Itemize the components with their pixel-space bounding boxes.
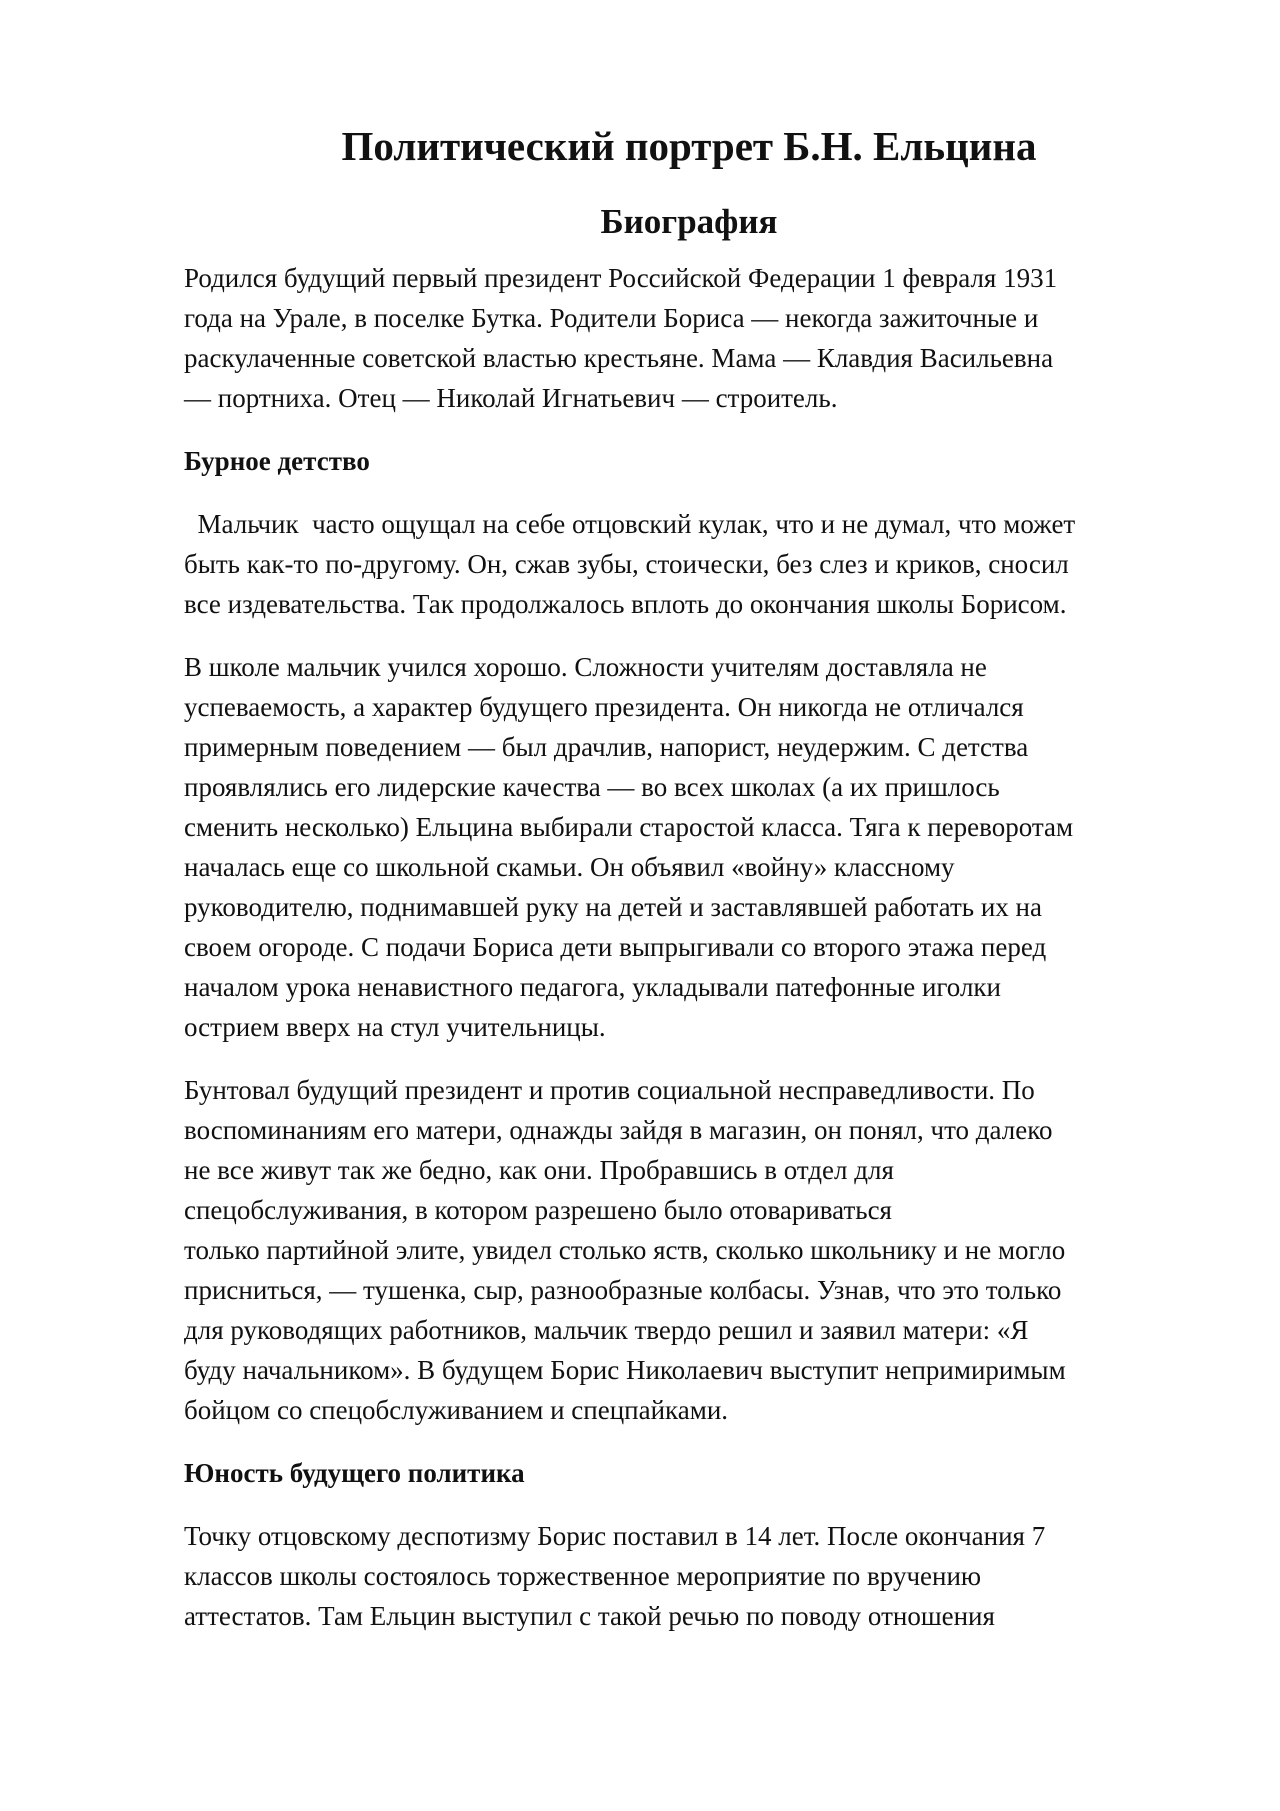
text-line: Бунтовал будущий президент и против социальной несправедливости. По <box>184 1075 1035 1105</box>
paragraph-birth <box>184 258 1194 418</box>
text-line: проявлялись его лидерские качества — во всех школах (а их пришлось <box>184 772 1000 802</box>
text-line: года на Урале, в поселке Бутка. Родители Бориса — некогда зажиточные и <box>184 303 1039 333</box>
paragraph-father <box>184 504 1194 624</box>
paragraph-school <box>184 647 1194 1047</box>
text-line: руководителю, поднимавшей руку на детей и заставлявшей работать их на <box>184 892 1042 922</box>
document-page <box>184 118 1194 1659</box>
text-line: Мальчик часто ощущал на себе отцовский кулак, что и не думал, что может <box>184 509 1076 539</box>
text-line: бойцом со спецобслуживанием и спецпайками. <box>184 1395 729 1425</box>
section-heading-youth: Юность будущего политика <box>184 1458 525 1488</box>
section-heading-childhood: Бурное детство <box>184 446 370 476</box>
text-line: — портниха. Отец — Николай Игнатьевич — строитель. <box>184 383 838 413</box>
text-line: присниться, — тушенка, сыр, разнообразные колбасы. Узнав, что это только <box>184 1275 1062 1305</box>
text-line: раскулаченные советской властью крестьяне. Мама — Клавдия Васильевна <box>184 343 1054 373</box>
text-line: острием вверх на стул учительницы. <box>184 1012 606 1042</box>
text-line: только партийной элите, увидел столько яств, сколько школьнику и не могло <box>184 1235 1066 1265</box>
text-line: воспоминаниям его матери, однажды зайдя в магазин, он понял, что далеко <box>184 1115 1053 1145</box>
text-line: все издевательства. Так продолжалось вплоть до окончания школы Борисом. <box>184 589 1067 619</box>
text-line: буду начальником». В будущем Борис Николаевич выступит непримиримым <box>184 1355 1066 1385</box>
text-line: Родился будущий первый президент Российской Федерации 1 февраля 1931 <box>184 263 1058 293</box>
paragraph-graduation <box>184 1516 1194 1636</box>
text-line: В школе мальчик учился хорошо. Сложности учителям доставляла не <box>184 652 987 682</box>
text-line: для руководящих работников, мальчик твердо решил и заявил матери: «Я <box>184 1315 1029 1345</box>
text-line: сменить несколько) Ельцина выбирали старостой класса. Тяга к переворотам <box>184 812 1074 842</box>
document-subtitle: Биография <box>600 202 778 241</box>
text-line: примерным поведением — был драчлив, напорист, неудержим. С детства <box>184 732 1029 762</box>
text-line: успеваемость, а характер будущего президента. Он никогда не отличался <box>184 692 1024 722</box>
text-line: классов школы состоялось торжественное мероприятие по вручению <box>184 1561 982 1591</box>
paragraph-injustice <box>184 1070 1194 1430</box>
text-line: не все живут так же бедно, как они. Пробравшись в отдел для <box>184 1155 894 1185</box>
text-line: началом урока ненавистного педагога, укладывали патефонные иголки <box>184 972 1001 1002</box>
text-line: аттестатов. Там Ельцин выступил с такой речью по поводу отношения <box>184 1601 995 1631</box>
text-line: спецобслуживания, в котором разрешено было отовариваться <box>184 1195 892 1225</box>
text-line: Точку отцовскому деспотизму Борис поставил в 14 лет. После окончания 7 <box>184 1521 1046 1551</box>
text-line: своем огороде. С подачи Бориса дети выпрыгивали со второго этажа перед <box>184 932 1047 962</box>
text-line: началась еще со школьной скамьи. Он объявил «войну» классному <box>184 852 955 882</box>
text-line: быть как-то по-другому. Он, сжав зубы, стоически, без слез и криков, сносил <box>184 549 1069 579</box>
document-title: Политический портрет Б.Н. Ельцина <box>341 123 1037 169</box>
